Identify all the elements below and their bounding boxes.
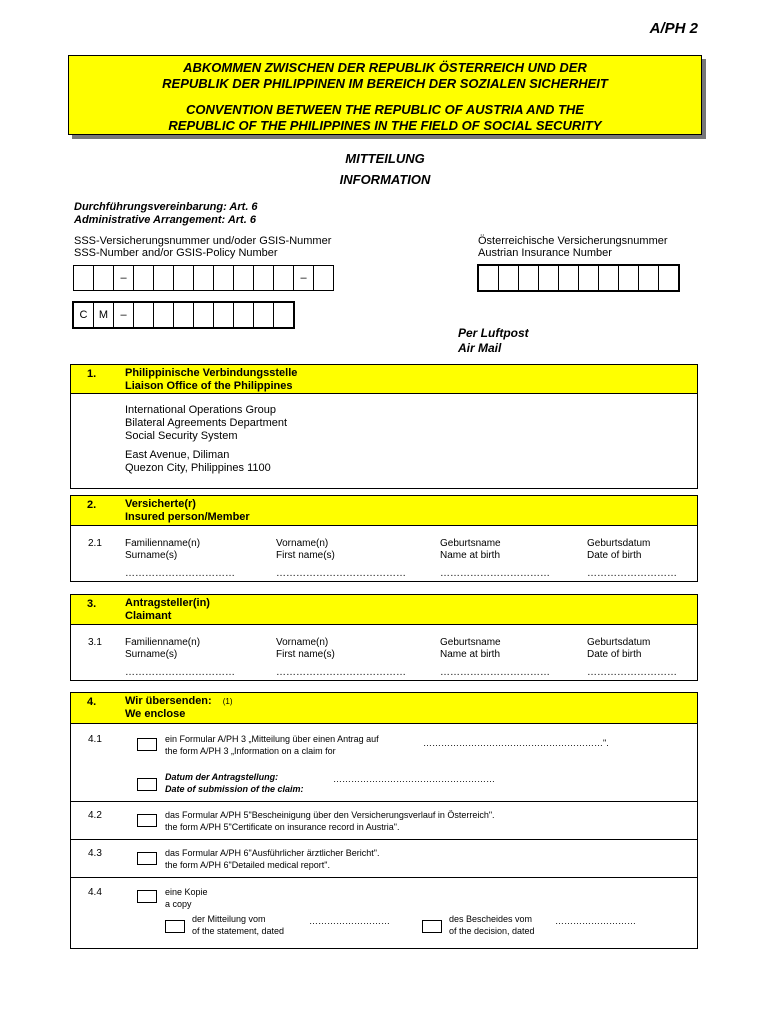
checkbox-4-1[interactable] — [137, 738, 157, 751]
form-number: A/PH 2 — [649, 20, 698, 37]
sss-number-field[interactable] — [73, 265, 334, 291]
title-box — [68, 55, 702, 135]
digit-cell[interactable] — [194, 266, 214, 290]
section-enclosures — [70, 692, 698, 949]
heading-de: MITTEILUNG — [345, 151, 425, 166]
airmail-de: Per Luftpost — [458, 326, 529, 340]
cm-number-field[interactable] — [72, 301, 295, 329]
birthname-field[interactable]: …………………………… — [440, 667, 550, 678]
address-line: East Avenue, Diliman — [125, 449, 230, 461]
section-title-en: Claimant — [125, 610, 172, 622]
firstname-field[interactable]: ………………………………… — [276, 568, 406, 579]
dash-cell: – — [114, 266, 134, 290]
footnote-ref: (1) — [222, 697, 233, 706]
sub-number: 4.1 — [88, 734, 102, 745]
digit-cell[interactable] — [234, 266, 254, 290]
digit-cell[interactable] — [194, 303, 214, 327]
checkbox-submission-date[interactable] — [137, 778, 157, 791]
title-en-line2: REPUBLIC OF THE PHILIPPINES IN THE FIELD OF SOCIAL SECURITY — [168, 118, 602, 133]
section-title-de: Wir übersenden: — [125, 695, 212, 707]
digit-cell[interactable] — [519, 266, 539, 290]
dash-cell: – — [294, 266, 314, 290]
statement-label-en: of the statement, dated — [192, 926, 285, 936]
claim-type-field[interactable]: ……………………………………………………". — [423, 738, 609, 748]
checkbox-4-2[interactable] — [137, 814, 157, 827]
digit-cell[interactable] — [619, 266, 639, 290]
dob-label-de: Geburtsdatum — [587, 637, 651, 648]
decision-label-de: des Bescheides vom — [449, 914, 533, 924]
birthname-label-en: Name at birth — [440, 550, 501, 561]
section-number: 2. — [87, 499, 97, 511]
digit-cell[interactable] — [174, 303, 194, 327]
section-title-de: Philippinische Verbindungsstelle — [125, 367, 298, 379]
digit-cell[interactable] — [499, 266, 519, 290]
item-text-de: eine Kopie — [165, 887, 208, 897]
digit-cell[interactable] — [539, 266, 559, 290]
sss-label-de: SSS-Versicherungsnummer und/oder GSIS-Nummer — [74, 235, 332, 247]
surname-label-en: Surname(s) — [125, 550, 178, 561]
digit-cell[interactable] — [134, 266, 154, 290]
digit-cell[interactable] — [479, 266, 499, 290]
digit-cell[interactable] — [274, 303, 293, 327]
title-de-line1: ABKOMMEN ZWISCHEN DER REPUBLIK ÖSTERREICH UND DER — [183, 60, 587, 75]
surname-label-de: Familienname(n) — [125, 637, 201, 648]
address-line: International Operations Group — [125, 404, 277, 416]
title-en-line1: CONVENTION BETWEEN THE REPUBLIC OF AUSTRIA AND THE — [186, 102, 584, 117]
sub-number: 4.3 — [88, 848, 102, 859]
digit-cell[interactable] — [639, 266, 659, 290]
decision-label-en: of the decision, dated — [449, 926, 535, 936]
sub-number: 3.1 — [88, 637, 102, 648]
firstname-field[interactable]: ………………………………… — [276, 667, 406, 678]
address-line: Bilateral Agreements Department — [125, 417, 288, 429]
surname-label-de: Familienname(n) — [125, 538, 201, 549]
m-cell: M — [94, 303, 114, 327]
birthname-label-en: Name at birth — [440, 649, 501, 660]
firstname-label-de: Vorname(n) — [276, 637, 329, 648]
item-text-en: the form A/PH 6"Detailed medical report". — [165, 860, 330, 870]
checkbox-statement[interactable] — [165, 920, 185, 933]
digit-cell[interactable] — [579, 266, 599, 290]
statement-date-field[interactable]: ……………………… — [309, 916, 390, 926]
arrangement-de: Durchführungsvereinbarung: Art. 6 — [74, 201, 258, 213]
section-number: 1. — [87, 368, 97, 380]
digit-cell[interactable] — [134, 303, 154, 327]
dob-field[interactable]: ……………………… — [587, 667, 677, 678]
sub-number: 4.4 — [88, 887, 102, 898]
statement-label-de: der Mitteilung vom — [192, 914, 266, 924]
address-line: Quezon City, Philippines 1100 — [125, 462, 271, 474]
surname-field[interactable]: …………………………… — [125, 667, 235, 678]
section-title-en: We enclose — [125, 708, 186, 720]
item-text-de: das Formular A/PH 6"Ausführlicher ärztlicher Bericht". — [165, 848, 380, 858]
surname-field[interactable]: …………………………… — [125, 568, 235, 579]
digit-cell[interactable] — [274, 266, 294, 290]
heading-en: INFORMATION — [339, 172, 431, 187]
item-text-de: ein Formular A/PH 3 „Mitteilung über einen Antrag auf — [165, 734, 379, 744]
firstname-label-en: First name(s) — [276, 550, 335, 561]
austrian-label-de: Österreichische Versicherungsnummer — [478, 235, 668, 247]
dob-field[interactable]: ……………………… — [587, 568, 677, 579]
digit-cell[interactable] — [214, 303, 234, 327]
item-text-en: the form A/PH 5"Certificate on insurance record in Austria". — [165, 822, 400, 832]
section-liaison-office — [70, 364, 698, 489]
item-text-en: the form A/PH 3 „Information on a claim for — [165, 746, 336, 756]
submission-date-field[interactable]: ……………………………………………… — [333, 774, 495, 784]
item-4-4 — [71, 878, 697, 948]
airmail-en: Air Mail — [458, 341, 502, 355]
digit-cell[interactable] — [254, 266, 274, 290]
austrian-label-en: Austrian Insurance Number — [478, 247, 612, 259]
address-line: Social Security System — [125, 430, 238, 442]
digit-cell[interactable] — [659, 266, 678, 290]
digit-cell[interactable] — [214, 266, 234, 290]
digit-cell[interactable] — [314, 266, 333, 290]
firstname-label-en: First name(s) — [276, 649, 335, 660]
birthname-label-de: Geburtsname — [440, 637, 501, 648]
dash-cell: – — [114, 303, 134, 327]
decision-date-field[interactable]: ……………………… — [555, 916, 636, 926]
digit-cell[interactable] — [599, 266, 619, 290]
sub-number: 4.2 — [88, 810, 102, 821]
item-4-3 — [71, 840, 697, 878]
dob-label-en: Date of birth — [587, 649, 642, 660]
digit-cell[interactable] — [559, 266, 579, 290]
item-4-1 — [71, 724, 697, 802]
item-text-en: a copy — [165, 899, 192, 909]
sss-label-en: SSS-Number and/or GSIS-Policy Number — [74, 247, 278, 259]
sub-number: 2.1 — [88, 538, 102, 549]
item-text-de: das Formular A/PH 5"Bescheinigung über den Versicherungsverlauf in Österreich". — [165, 810, 495, 820]
checkbox-4-4[interactable] — [137, 890, 157, 903]
checkbox-decision[interactable] — [422, 920, 442, 933]
digit-cell[interactable] — [234, 303, 254, 327]
title-de-line2: REPUBLIK DER PHILIPPINEN IM BEREICH DER SOZIALEN SICHERHEIT — [162, 76, 608, 91]
section-title-en: Liaison Office of the Philippines — [125, 380, 293, 392]
section-title-de: Antragsteller(in) — [125, 597, 210, 609]
firstname-label-de: Vorname(n) — [276, 538, 329, 549]
austrian-number-field[interactable] — [477, 264, 680, 292]
digit-cell[interactable] — [174, 266, 194, 290]
item-4-2 — [71, 802, 697, 840]
section-claimant — [70, 594, 698, 681]
checkbox-4-3[interactable] — [137, 852, 157, 865]
section-number: 4. — [87, 696, 97, 708]
birthname-label-de: Geburtsname — [440, 538, 501, 549]
dob-label-en: Date of birth — [587, 550, 642, 561]
date-label-de: Datum der Antragstellung: — [165, 772, 279, 782]
digit-cell[interactable] — [154, 266, 174, 290]
birthname-field[interactable]: …………………………… — [440, 568, 550, 579]
digit-cell[interactable] — [94, 266, 114, 290]
section-number: 3. — [87, 598, 97, 610]
section-title-de: Versicherte(r) — [125, 498, 196, 510]
section-title-en: Insured person/Member — [125, 511, 250, 523]
digit-cell[interactable] — [254, 303, 274, 327]
arrangement-en: Administrative Arrangement: Art. 6 — [74, 214, 256, 226]
surname-label-en: Surname(s) — [125, 649, 178, 660]
section-insured-person — [70, 495, 698, 582]
dob-label-de: Geburtsdatum — [587, 538, 651, 549]
digit-cell[interactable] — [154, 303, 174, 327]
digit-cell[interactable] — [74, 266, 94, 290]
c-cell: C — [74, 303, 94, 327]
date-label-en: Date of submission of the claim: — [165, 784, 304, 794]
